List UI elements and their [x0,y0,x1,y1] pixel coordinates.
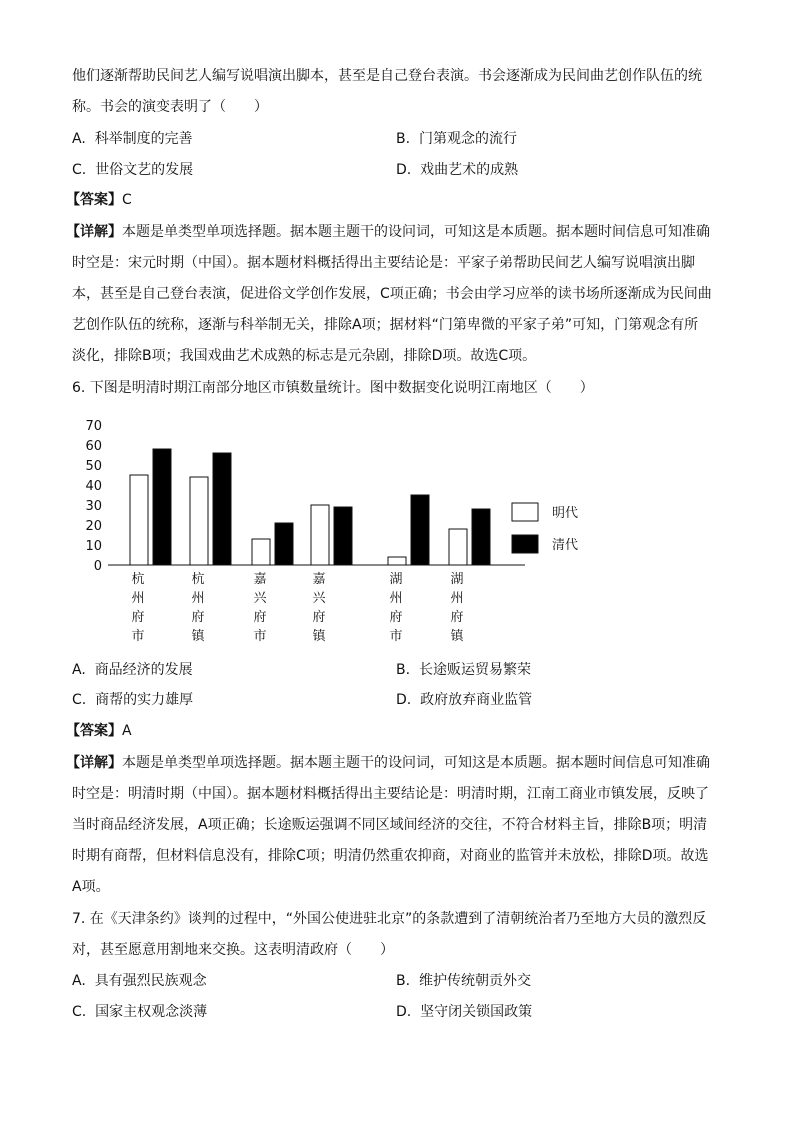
bar-ming [388,557,406,565]
q6-stem: 6. 下图是明清时期江南部分地区市镇数量统计。图中数据变化说明江南地区（ ） [72,380,594,396]
q6-option-b [396,660,531,680]
q5-option-b [396,129,517,149]
q5-answer [66,190,132,210]
q5-detail-line1 [66,222,710,242]
y-tick-label: 60 [85,439,102,454]
option-label: D. [396,162,412,178]
answer-value: C [122,192,132,208]
q6-detail-line5: A项。 [72,879,110,895]
option-label: A. [72,973,86,989]
q6-option-a [72,660,193,680]
y-axis-tick-labels [85,419,102,574]
q6-answer [66,721,132,741]
x-category-label: 湖州府市 [389,572,403,644]
bar-ming [130,475,148,565]
q6-detail-line3: 当时商品经济发展，A项正确；长途贩运强调不同区域间经济的交往，不符合材料主旨，排除B项；明清 [72,817,708,833]
y-tick-label: 70 [85,419,102,434]
option-label: B. [396,662,411,678]
option-text: 科举制度的完善 [94,131,193,147]
market-town-bar-chart [80,415,600,645]
q6-detail-line4: 时期有商帮，但材料信息没有，排除C项；明清仍然重农抑商，对商业的监管并未放松，排除D项。故选 [72,848,709,864]
q7-stem-line2: 对，甚至愿意用割地来交换。这表明清政府（ ） [72,942,394,958]
answer-tag: 【答案】 [66,192,122,208]
option-text: 商品经济的发展 [94,662,193,678]
y-tick-label: 10 [85,539,102,554]
answer-value: A [122,723,132,739]
bar-qing [275,523,293,565]
x-axis-category-labels [131,571,464,644]
q6-option-d [396,690,532,710]
option-label: A. [72,662,86,678]
detail-tag: 【详解】 [66,224,122,240]
q6-detail-line2: 时空是：明清时期（中国）。据本题材料概括得出主要结论是：明清时期，江南工商业市镇发展，反映了 [72,786,709,802]
q5-option-d [396,160,518,180]
bars-group [130,449,490,565]
option-label: D. [396,692,412,708]
q7-option-b [396,971,531,991]
option-label: C. [72,692,87,708]
q5-detail-line4: 艺创作队伍的统称，逐渐与科举制无关，排除A项；据材料“门第卑微的平家子弟”可知，门第观念有所 [72,317,699,333]
q7-option-a [72,971,207,991]
y-tick-label: 20 [85,519,102,534]
x-category-label: 嘉兴府市 [253,572,267,644]
option-label: B. [396,973,411,989]
y-tick-label: 30 [85,499,102,514]
bar-ming [311,505,329,565]
q5-detail-line3: 本，甚至是自己登台表演，促进俗文学创作发展，C项正确；书会由学习应举的读书场所逐渐成为民间曲 [72,286,712,302]
answer-tag: 【答案】 [66,723,122,739]
chart-legend [512,503,578,553]
x-category-label: 杭州府市 [131,572,145,644]
x-category-label: 湖州府镇 [450,572,464,644]
y-tick-label: 40 [85,479,102,494]
y-tick-label: 0 [93,559,102,574]
q6-option-c [72,690,193,710]
q7-stem-line1: 7. 在《天津条约》谈判的过程中，“外国公使进驻北京”的条款遭到了清朝统治者乃至地方大员的激烈反 [72,911,707,927]
detail-text: 本题是单类型单项选择题。据本题主题干的设问词，可知这是本质题。据本题时间信息可知准确 [122,224,710,240]
option-text: 长途贩运贸易繁荣 [418,662,531,678]
q5-stem-line1: 他们逐渐帮助民间艺人编写说唱演出脚本，甚至是自己登台表演。书会逐渐成为民间曲艺创作队伍的统 [72,68,702,84]
q5-option-c [72,160,193,180]
bar-ming [190,477,208,565]
q5-detail-line2: 时空是：宋元时期（中国）。据本题材料概括得出主要结论是：平家子弟帮助民间艺人编写说唱演出脚 [72,255,695,271]
option-text: 国家主权观念淡薄 [95,1004,208,1020]
q5-detail-line5: 淡化，排除B项；我国戏曲艺术成熟的标志是元杂剧，排除D项。故选C项。 [72,348,537,364]
x-category-label: 嘉兴府镇 [312,572,326,644]
legend-swatch [512,535,538,553]
option-label: C. [72,162,87,178]
bar-qing [153,449,171,565]
x-category-label: 杭州府镇 [191,572,205,644]
option-label: A. [72,131,86,147]
option-text: 具有强烈民族观念 [94,973,207,989]
bar-qing [411,495,429,565]
legend-label: 清代 [552,538,579,553]
option-text: 门第观念的流行 [418,131,517,147]
legend-label: 明代 [552,506,579,521]
q7-option-c [72,1002,207,1022]
option-text: 坚守闭关锁国政策 [420,1004,533,1020]
bar-qing [472,509,490,565]
q6-detail-line1 [66,753,710,773]
bar-ming [252,539,270,565]
option-text: 世俗文艺的发展 [95,162,194,178]
q7-option-d [396,1002,532,1022]
option-text: 维护传统朝贡外交 [418,973,531,989]
option-label: C. [72,1004,87,1020]
option-label: B. [396,131,411,147]
bar-ming [449,529,467,565]
option-label: D. [396,1004,412,1020]
y-tick-label: 50 [85,459,102,474]
bar-qing [213,453,231,565]
detail-tag: 【详解】 [66,755,122,771]
legend-swatch [512,503,538,521]
q5-stem-line2: 称。书会的演变表明了（ ） [72,99,268,115]
bar-qing [334,507,352,565]
option-text: 戏曲艺术的成熟 [420,162,519,178]
option-text: 政府放弃商业监管 [420,692,533,708]
detail-text: 本题是单类型单项选择题。据本题主题干的设问词，可知这是本质题。据本题时间信息可知准确 [122,755,710,771]
option-text: 商帮的实力雄厚 [95,692,194,708]
q5-option-a [72,129,193,149]
